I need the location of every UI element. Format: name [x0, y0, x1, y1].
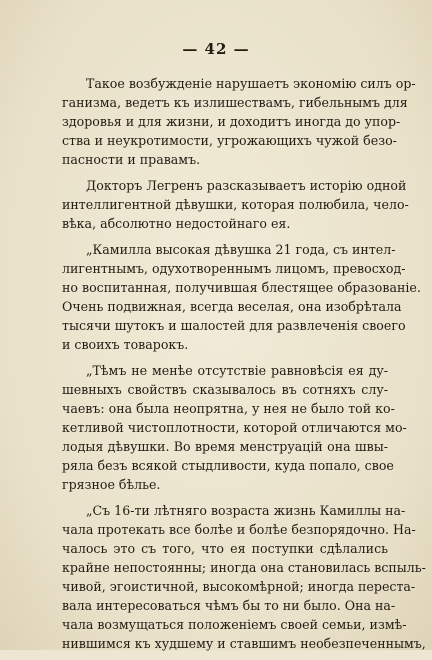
text-line: тысячи шутокъ и шалостей для развлеченія своего	[62, 318, 406, 333]
text-line: Докторъ Легренъ разсказываетъ исторію одной	[86, 178, 407, 193]
text-line: пасности и правамъ.	[62, 152, 201, 167]
text-line: крайне непостоянны; иногда она становилась вспыль-	[62, 560, 426, 575]
body-text	[62, 74, 426, 660]
page-number: — 42 —	[182, 40, 250, 58]
text-line: лодыя дѣвушки. Во время менструацій она швы-	[62, 439, 388, 454]
text-line: чалось это съ того, что ея поступки сдѣлались	[62, 541, 388, 556]
paragraph	[62, 74, 416, 169]
text-line: Такое возбужденіе нарушаетъ экономію силъ ор-	[86, 76, 416, 91]
text-line: нившимся къ худшему и ставшимъ необезпеченнымъ,	[62, 636, 426, 651]
text-line: чаевъ: она была неопрятна, у нея не было той ко-	[62, 401, 395, 416]
text-line: шевныхъ свойствъ сказывалось въ сотняхъ слу-	[62, 382, 388, 397]
paragraph	[62, 176, 409, 233]
text-line: вѣка, абсолютно недостойнаго ея.	[62, 216, 291, 231]
paragraph	[62, 361, 407, 494]
text-line: чала протекать все болѣе и болѣе безпорядочно. На-	[62, 522, 416, 537]
text-line: ряла безъ всякой стыдливости, куда попало, свое	[62, 458, 394, 473]
text-line: лигентнымъ, одухотвореннымъ лицомъ, превосход-	[62, 261, 406, 276]
text-line: ганизма, ведетъ къ излишествамъ, гибельнымъ для	[62, 95, 408, 110]
text-line: „Съ 16-ти лѣтняго возраста жизнь Камиллы на-	[86, 503, 406, 518]
text-line: „Тѣмъ не менѣе отсутствіе равновѣсія ея ду-	[86, 363, 388, 378]
text-line: „Камилла высокая дѣвушка 21 года, съ интел-	[86, 242, 396, 257]
paragraph	[62, 240, 421, 354]
text-line: и своихъ товарокъ.	[62, 337, 189, 352]
text-line: кетливой чистоплотности, которой отличаются мо-	[62, 420, 407, 435]
text-line: интеллигентной дѣвушки, которая полюбила, чело-	[62, 197, 409, 212]
text-line: чивой, эгоистичной, высокомѣрной; иногда переста-	[62, 579, 416, 594]
text-line: вала интересоваться чѣмъ бы то ни было. Она на-	[62, 598, 396, 613]
text-line: Очень подвижная, всегда веселая, она изобрѣтала	[62, 299, 402, 314]
text-line: ства и неукротимости, угрожающихъ чужой безо-	[62, 133, 397, 148]
text-line: чала возмущаться положеніемъ своей семьи, измѣ-	[62, 617, 407, 632]
paragraph	[62, 501, 426, 653]
text-line: грязное бѣлье.	[62, 477, 161, 492]
text-line: но воспитанная, получившая блестящее образованіе.	[62, 280, 421, 295]
text-line: здоровья и для жизни, и доходитъ иногда до упор-	[62, 114, 401, 129]
